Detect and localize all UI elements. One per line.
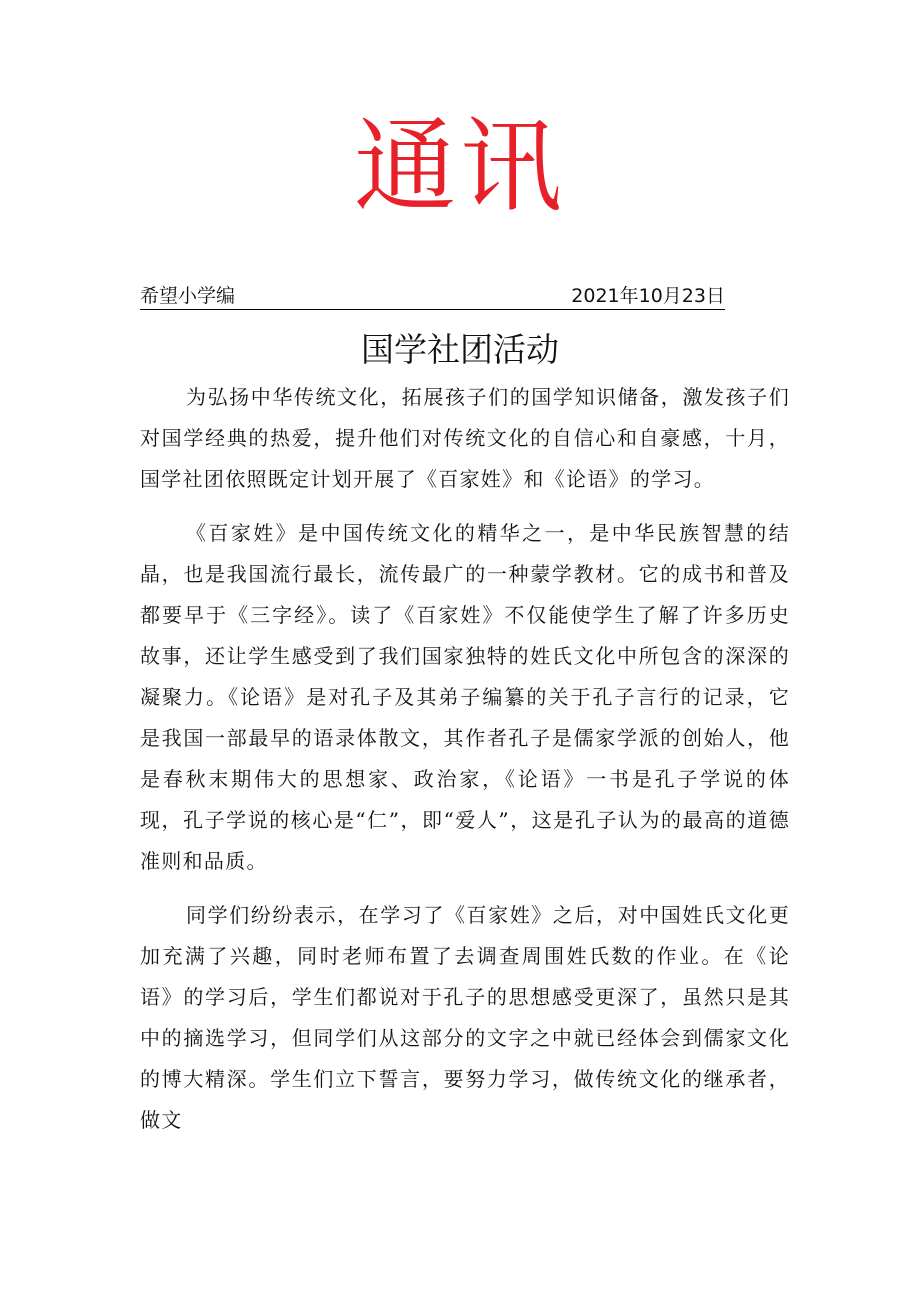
article-title: 国学社团活动 — [361, 330, 559, 369]
editor-credit: 希望小学编 — [140, 285, 236, 307]
article-paragraph: 同学们纷纷表示，在学习了《百家姓》之后，对中国姓氏文化更加充满了兴趣，同时老师布置了去调查周围姓氏数的作业。在《论语》的学习后，学生们都说对于孔子的思想感受更深了，虽然只是其中的摘选学习，但同学们从这部分的文字之中就已经体会到儒家文化的博大精深。学生们立下誓言，要努力学习，做传统文化的继承者，做文 — [140, 903, 790, 1132]
newsletter-masthead: 通讯 — [354, 108, 566, 227]
article-body — [140, 377, 790, 1154]
article-paragraph: 为弘扬中华传统文化，拓展孩子们的国学知识储备，激发孩子们对国学经典的热爱，提升他们对传统文化的自信心和自豪感，十月，国学社团依照既定计划开展了《百家姓》和《论语》的学习。 — [140, 385, 790, 491]
article-paragraph: 《百家姓》是中国传统文化的精华之一，是中华民族智慧的结晶，也是我国流行最长，流传最广的一种蒙学教材。它的成书和普及都要早于《三字经》。读了《百家姓》不仅能使学生了解了许多历史故事，还让学生感受到了我们国家独特的姓氏文化中所包含的深深的凝聚力。《论语》是对孔子及其弟子编纂的关于孔子言行的记录，它是我国一部最早的语录体散文，其作者孔子是儒家学派的创始人，他是春秋末期伟大的思想家、政治家，《论语》一书是孔子学说的体现，孔子学说的核心是“仁”，即“爱人”，这是孔子认为的最高的道德准则和品质。 — [140, 521, 790, 873]
byline — [140, 283, 725, 310]
issue-date: 2021年10月23日 — [571, 285, 725, 307]
